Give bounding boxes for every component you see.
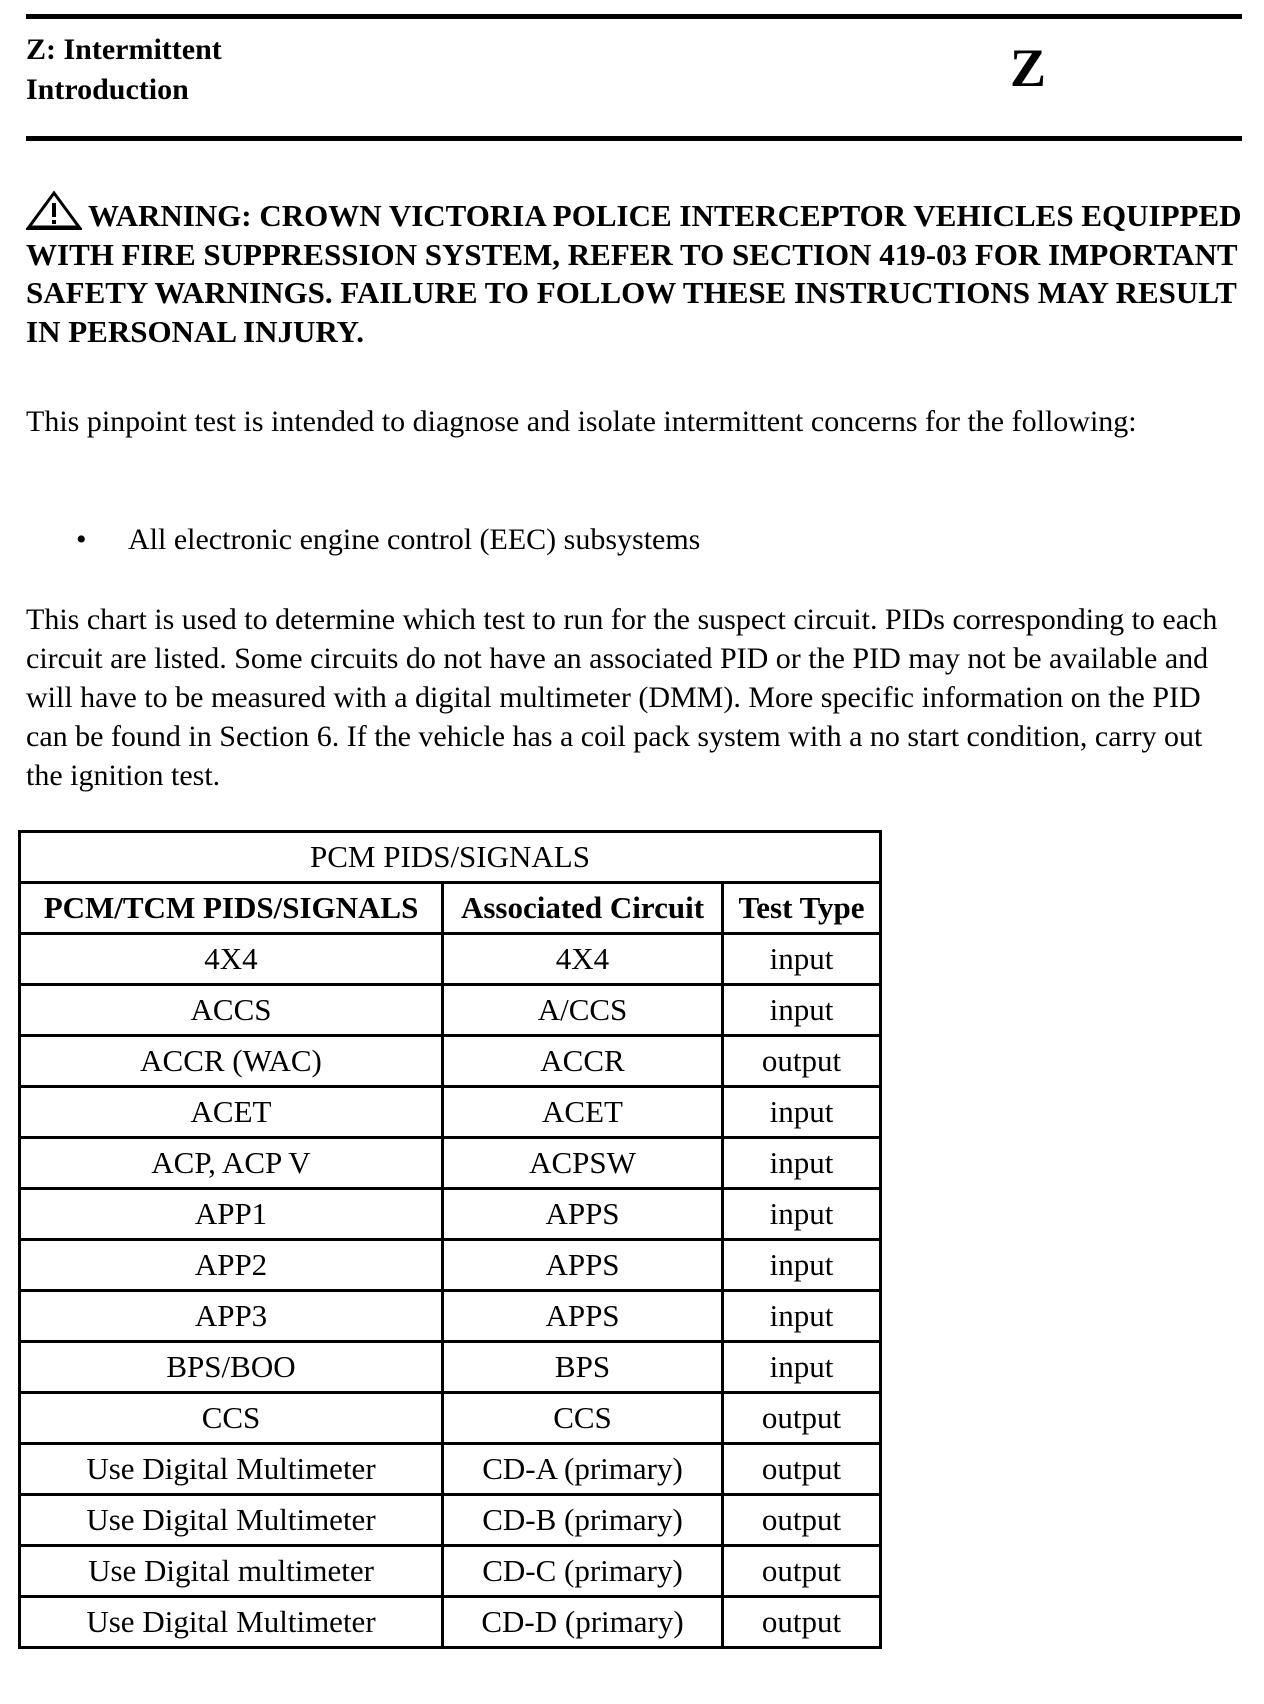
column-header-test-type: Test Type xyxy=(723,883,881,934)
table-header-row xyxy=(20,883,881,934)
cell-pid: APP2 xyxy=(20,1240,443,1291)
cell-test-type: input xyxy=(723,934,881,985)
cell-circuit: A/CCS xyxy=(443,985,723,1036)
cell-pid: CCS xyxy=(20,1393,443,1444)
cell-pid: APP1 xyxy=(20,1189,443,1240)
header-subtitle: Introduction xyxy=(26,73,189,106)
cell-test-type: input xyxy=(723,1087,881,1138)
cell-circuit: APPS xyxy=(443,1291,723,1342)
cell-test-type: input xyxy=(723,1189,881,1240)
cell-test-type: output xyxy=(723,1036,881,1087)
cell-test-type: input xyxy=(723,1240,881,1291)
pids-table xyxy=(18,830,882,1649)
section-letter: Z xyxy=(1010,38,1047,98)
list-item-text: All electronic engine control (EEC) subsystems xyxy=(128,523,701,556)
cell-circuit: 4X4 xyxy=(443,934,723,985)
table-row xyxy=(20,934,881,985)
list-item xyxy=(76,520,700,559)
cell-circuit: BPS xyxy=(443,1342,723,1393)
table-row xyxy=(20,1342,881,1393)
cell-circuit: APPS xyxy=(443,1240,723,1291)
bullet-icon: • xyxy=(76,523,87,556)
cell-circuit: CD-D (primary) xyxy=(443,1597,723,1648)
cell-circuit: CD-B (primary) xyxy=(443,1495,723,1546)
cell-pid: ACET xyxy=(20,1087,443,1138)
table-row xyxy=(20,1087,881,1138)
header-section-title: Z: Intermittent xyxy=(26,33,222,66)
chart-description-paragraph: This chart is used to determine which test to run for the suspect circuit. PIDs corresponding to each circuit are listed. Some circuits do not have an associated PID or the PID may not be available and will have to be measured with a digital multimeter (DMM). More specific information on the PID can be found in Section 6. If the vehicle has a coil pack system with a no start condition, carry out the ignition test. xyxy=(26,603,1218,792)
table-row xyxy=(20,1597,881,1648)
cell-test-type: output xyxy=(723,1546,881,1597)
table-row xyxy=(20,1291,881,1342)
table-row xyxy=(20,985,881,1036)
cell-circuit: ACET xyxy=(443,1087,723,1138)
table-row xyxy=(20,1189,881,1240)
cell-circuit: ACCR xyxy=(443,1036,723,1087)
table-row xyxy=(20,1240,881,1291)
cell-circuit: CCS xyxy=(443,1393,723,1444)
cell-test-type: output xyxy=(723,1597,881,1648)
warning-text: WARNING: CROWN VICTORIA POLICE INTERCEPTOR VEHICLES EQUIPPED WITH FIRE SUPPRESSION SYSTEM, REFER TO SECTION 419-03 FOR IMPORTANT SAFETY WARNINGS. FAILURE TO FOLLOW THESE INSTRUCTIONS MAY RESULT IN PERSONAL INJURY. xyxy=(26,198,1242,349)
page-header xyxy=(26,30,222,110)
table-row xyxy=(20,1393,881,1444)
table-row xyxy=(20,1546,881,1597)
table-row xyxy=(20,1495,881,1546)
column-header-pids: PCM/TCM PIDS/SIGNALS xyxy=(20,883,443,934)
cell-test-type: input xyxy=(723,1291,881,1342)
column-header-circuit: Associated Circuit xyxy=(443,883,723,934)
cell-pid: APP3 xyxy=(20,1291,443,1342)
cell-test-type: output xyxy=(723,1444,881,1495)
table-row xyxy=(20,1036,881,1087)
cell-test-type: input xyxy=(723,1342,881,1393)
top-rule xyxy=(26,14,1242,19)
cell-test-type: input xyxy=(723,985,881,1036)
cell-pid: ACP, ACP V xyxy=(20,1138,443,1189)
warning-triangle-icon xyxy=(26,190,82,230)
cell-circuit: APPS xyxy=(443,1189,723,1240)
cell-test-type: output xyxy=(723,1393,881,1444)
header-bottom-rule xyxy=(26,136,1242,141)
cell-circuit: CD-A (primary) xyxy=(443,1444,723,1495)
cell-pid: BPS/BOO xyxy=(20,1342,443,1393)
cell-pid: ACCS xyxy=(20,985,443,1036)
cell-pid: Use Digital multimeter xyxy=(20,1546,443,1597)
cell-pid: Use Digital Multimeter xyxy=(20,1495,443,1546)
cell-pid: ACCR (WAC) xyxy=(20,1036,443,1087)
table-caption: PCM PIDS/SIGNALS xyxy=(20,832,881,883)
cell-circuit: ACPSW xyxy=(443,1138,723,1189)
table-caption-row xyxy=(20,832,881,883)
cell-pid: Use Digital Multimeter xyxy=(20,1444,443,1495)
cell-pid: 4X4 xyxy=(20,934,443,985)
cell-circuit: CD-C (primary) xyxy=(443,1546,723,1597)
table-row xyxy=(20,1444,881,1495)
intro-paragraph: This pinpoint test is intended to diagnose and isolate intermittent concerns for the following: xyxy=(26,405,1137,438)
table-row xyxy=(20,1138,881,1189)
warning-block xyxy=(26,190,1246,351)
table-body xyxy=(20,934,881,1648)
cell-test-type: input xyxy=(723,1138,881,1189)
cell-test-type: output xyxy=(723,1495,881,1546)
cell-pid: Use Digital Multimeter xyxy=(20,1597,443,1648)
